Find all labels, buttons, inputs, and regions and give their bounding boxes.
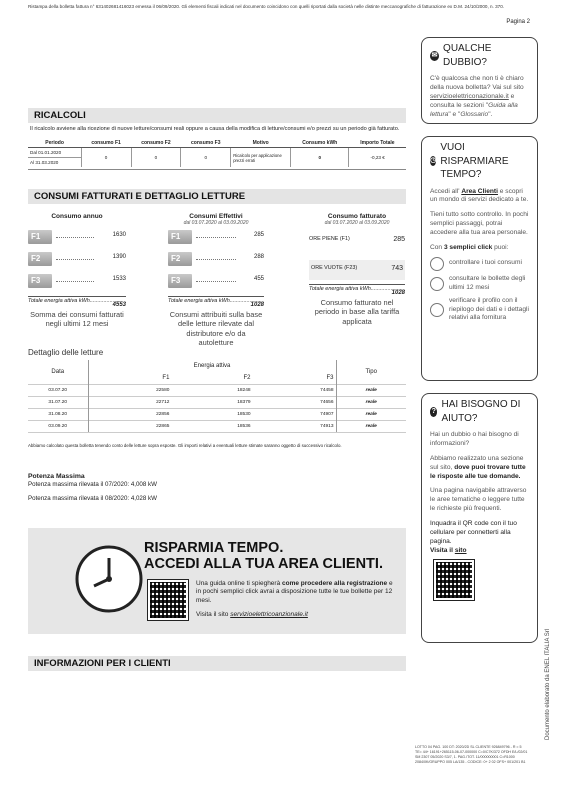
cell-f3: 74656 bbox=[253, 397, 336, 409]
cell-tipo: reale bbox=[336, 421, 406, 433]
bar-value: 1390 bbox=[112, 254, 126, 260]
feature-label: verificare il profilo con il riepilogo dei dati e i dettagli relativi alla fornitura bbox=[449, 296, 529, 322]
col-header-data: Data bbox=[28, 360, 88, 385]
total-row bbox=[309, 284, 405, 298]
bar-row bbox=[168, 274, 264, 292]
banner-text-c: e in pochi semplici click avrai a disposizione tutte le tue bollette per 12 mesi. bbox=[196, 580, 393, 604]
bar-f3: F3 bbox=[168, 274, 192, 288]
text-part: e scopri un mondo di servizi dedicato a te. bbox=[430, 187, 529, 204]
bar-row bbox=[28, 230, 126, 248]
bar-value: 1533 bbox=[112, 276, 126, 282]
section-title-ricalcoli: RICALCOLI bbox=[28, 108, 406, 123]
importo-totale: -0,23 € bbox=[370, 155, 385, 161]
fatturato-value: 743 bbox=[391, 265, 403, 272]
bar-value: 1630 bbox=[112, 232, 126, 238]
cell-f3: 74913 bbox=[253, 421, 336, 433]
bar-row bbox=[168, 252, 264, 270]
ricalcoli-table bbox=[28, 139, 406, 167]
clock-icon: ◷ bbox=[430, 157, 437, 165]
cell-f1: 22580 bbox=[88, 385, 171, 397]
side-box-risparmiare bbox=[421, 136, 538, 381]
text-part: puoi: bbox=[492, 243, 509, 251]
period-cell bbox=[28, 148, 81, 168]
text-part: " e " bbox=[448, 110, 461, 118]
banner-text-a: Una guida online ti spiegherà bbox=[196, 580, 283, 587]
bar-f3: F3 bbox=[28, 274, 52, 288]
caption: Somma dei consumi fatturati negli ultimi 12 mesi bbox=[30, 310, 124, 329]
text-part: C'è qualcosa che non ti è chiaro della nuova bolletta? Vai sul sito bbox=[430, 75, 524, 91]
cell-date: 31.08.20 bbox=[28, 409, 88, 421]
site-link[interactable]: servizioelettriconazionale.it bbox=[430, 92, 509, 100]
side-para: Hai un dubbio o hai bisogno di informazioni? bbox=[430, 431, 519, 447]
potenza-section bbox=[28, 473, 328, 502]
letture-section bbox=[28, 348, 406, 448]
side-box-title: QUALCHE DUBBIO? bbox=[443, 43, 492, 68]
document-icon bbox=[430, 277, 444, 291]
cell-date: 03.09.20 bbox=[28, 421, 88, 433]
col-header: consumo F3 bbox=[181, 139, 231, 148]
question-icon: ? bbox=[431, 407, 436, 415]
side-para: Inquadra il QR code con il tuo cellulare per connetterti alla pagina. bbox=[430, 520, 517, 545]
col-header: consumo F1 bbox=[81, 139, 131, 148]
section-title-consumi: CONSUMI FATTURATI E DETTAGLIO LETTURE bbox=[28, 189, 406, 204]
table-row bbox=[28, 148, 406, 168]
cell-f3: 74907 bbox=[253, 409, 336, 421]
banner-text bbox=[196, 580, 396, 620]
feature-label: controllare i tuoi consumi bbox=[449, 259, 522, 267]
consumo-annuo-title: Consumo annuo bbox=[51, 213, 103, 220]
motivo: Ricalcolo per applicazione prezzi errati bbox=[231, 148, 291, 168]
col-header-energia: Energia attiva bbox=[193, 363, 231, 369]
side-para: Una pagina navigabile attraverso le aree tematiche o leggere tutte le richieste più frequenti. bbox=[430, 487, 527, 513]
letture-table bbox=[28, 360, 406, 433]
table-row bbox=[28, 385, 406, 397]
consumi-effettivi-block bbox=[168, 213, 264, 347]
total-label: Totale energia attiva kWh..................... bbox=[309, 286, 403, 292]
qr-code[interactable] bbox=[434, 560, 474, 600]
text-part: dove puoi trovare tutte le risposte alle tue domande. bbox=[430, 463, 526, 480]
total-row bbox=[168, 296, 264, 310]
side-box-dubbio bbox=[421, 37, 538, 124]
cell-tipo: reale bbox=[336, 397, 406, 409]
ricalcoli-text: Il ricalcolo avviene alla ricezione di nuove letture/consumi reali oppure a causa della modifica di letture/consumi e/o prezzi su un periodo già fatturato. bbox=[30, 126, 400, 132]
bar-f1: F1 bbox=[28, 230, 52, 244]
bar-row bbox=[168, 230, 264, 248]
table-row bbox=[28, 421, 406, 433]
cell-f2: 18536 bbox=[171, 421, 252, 433]
bar-f2: F2 bbox=[168, 252, 192, 266]
potenza-line: Potenza massima rilevata il 07/2020: 4,008 kW bbox=[28, 481, 157, 488]
bar-row bbox=[28, 274, 126, 292]
cell-f1: 22856 bbox=[88, 409, 171, 421]
cell-f1: 22712 bbox=[88, 397, 171, 409]
col-header-tipo: Tipo bbox=[336, 360, 406, 385]
caption: Consumi attribuiti sulla base delle letture rilevate dal distributore e/o da autoletture bbox=[169, 310, 263, 347]
text-part: ". bbox=[488, 110, 493, 118]
consumo-fatturato-title: Consumo fatturato bbox=[327, 213, 387, 220]
site-link[interactable]: sito bbox=[454, 546, 467, 554]
footer-codes: LOTTO 04 PAG. 100 DT: 2020/2D SL CLIENTE 926849796 - R = 5 TE= 44+ 16191+265115-06-07-000000 C=0/C7K/372 OFDH E/L/02/01 SM 2307 05/2020 S3/7, 1. PAG./TOT. 11/000000001 C=R1000 2084/0K/GRUPPO 005 LA/135 - CODICE: 0+ 2 02 OFS+ 001/201 B1 bbox=[415, 745, 528, 765]
col-header-f1: F1 bbox=[162, 375, 170, 381]
col-header: Periodo bbox=[28, 139, 81, 148]
consumo-f1: 0 bbox=[81, 148, 131, 168]
bar-value: 285 bbox=[253, 232, 264, 238]
reprint-note: Ristampa della bolletta fattura n° 631402681416023 emessa il 06/09/2020. Gli elementi fiscali indicati nel documento coincidono con quelli riportati dalla società nelle distinte meccanografiche di fatturazione ex D.M. 24/10/2000, n. 370. bbox=[28, 4, 505, 9]
cell-f3: 74458 bbox=[253, 385, 336, 397]
total-value: 4553 bbox=[112, 302, 126, 308]
col-header: Importo Totale bbox=[349, 139, 406, 148]
consumo-kwh: 0 bbox=[291, 148, 349, 168]
side-para bbox=[430, 547, 529, 556]
site-link[interactable]: servizioelettricoanzionale.it bbox=[230, 611, 308, 619]
bar-f2: F2 bbox=[28, 252, 52, 266]
feature-label: consultare le bollette degli ultimi 12 mesi bbox=[449, 274, 526, 291]
fatturato-row bbox=[309, 260, 405, 280]
cell-tipo: reale bbox=[336, 385, 406, 397]
consumi-effettivi-title: Consumi Effettivi bbox=[189, 213, 243, 220]
banner-title-line2: ACCEDI ALLA TUA AREA CLIENTI. bbox=[144, 555, 383, 572]
feature-item bbox=[430, 257, 529, 271]
text-part: Visita il bbox=[430, 546, 455, 554]
mail-icon: ✉ bbox=[431, 51, 438, 59]
caption: Consumo fatturato nel periodo in base alla tariffa applicata bbox=[314, 298, 400, 326]
feature-item bbox=[430, 275, 529, 293]
text-part: Guida alla lettura bbox=[430, 101, 518, 118]
bar-f1: F1 bbox=[168, 230, 192, 244]
period: dal 03.07.2020 al 03.09.2020 bbox=[183, 220, 249, 226]
section-title-informazioni: INFORMAZIONI PER I CLIENTI bbox=[28, 656, 406, 671]
total-value: 1028 bbox=[391, 290, 405, 296]
visit-label: Visita il sito bbox=[196, 611, 231, 619]
fatturato-value: 285 bbox=[393, 236, 405, 243]
text-part: 3 semplici click bbox=[443, 243, 493, 251]
cell-f2: 18530 bbox=[171, 409, 252, 421]
text-part: Accedi all' bbox=[430, 187, 462, 195]
side-para bbox=[430, 188, 529, 206]
banner-title bbox=[144, 541, 394, 573]
vertical-note: Documento elaborato da ENEL ITALIA Srl bbox=[545, 628, 551, 740]
potenza-line: Potenza massima rilevata il 08/2020: 4,028 kW bbox=[28, 495, 157, 502]
total-row bbox=[28, 296, 126, 310]
consumo-f2: 0 bbox=[131, 148, 181, 168]
table-row bbox=[28, 409, 406, 421]
area-clienti-banner bbox=[28, 528, 406, 634]
page-number: Pagina 2 bbox=[506, 19, 530, 25]
cell-date: 03.07.20 bbox=[28, 385, 88, 397]
cell-f2: 18379 bbox=[171, 397, 252, 409]
cell-f2: 18248 bbox=[171, 385, 252, 397]
fatturato-row bbox=[309, 236, 405, 254]
side-box-text bbox=[430, 75, 529, 119]
total-value: 1028 bbox=[250, 302, 264, 308]
col-header-f3: F3 bbox=[326, 375, 334, 381]
profile-icon bbox=[430, 303, 444, 317]
side-box-aiuto bbox=[421, 393, 538, 643]
consumo-annuo-block bbox=[28, 213, 126, 329]
text-part: e consulta le sezioni " bbox=[430, 92, 515, 109]
text-part: Glossario bbox=[460, 110, 489, 118]
cell-tipo: reale bbox=[336, 409, 406, 421]
side-box-title: VUOI RISPARMIARE TEMPO? bbox=[440, 142, 509, 180]
side-para: Tieni tutto sotto controllo. In pochi semplici passaggi, potrai accedere alla tua area personale. bbox=[430, 211, 529, 237]
side-para bbox=[430, 244, 529, 253]
period-from: Dal 01.01.2020 bbox=[28, 148, 81, 158]
letture-title: Dettaglio delle letture bbox=[28, 348, 104, 357]
col-header: consumo F2 bbox=[131, 139, 181, 148]
total-label: Totale energia attiva kWh..................... bbox=[168, 298, 262, 304]
letture-note: Abbiamo calcolato questa bolletta tenendo conto delle letture sopra esposte. Gli importi relativi a eventuali letture stimate saranno oggetto di successivo ricalcolo. bbox=[28, 443, 342, 448]
bar-value: 455 bbox=[253, 276, 264, 282]
clock-icon bbox=[74, 544, 144, 614]
col-header: Consumo kWh bbox=[291, 139, 349, 148]
fatturato-label: ORE PIENE (F1) bbox=[309, 236, 350, 242]
text-part: Abbiamo realizzato una sezione sul sito, bbox=[430, 454, 524, 471]
consumo-f3: 0 bbox=[181, 148, 231, 168]
feature-item bbox=[430, 297, 529, 324]
cell-f1: 22865 bbox=[88, 421, 171, 433]
bar-value: 288 bbox=[253, 254, 264, 260]
banner-title-line1: RISPARMIA TEMPO. bbox=[144, 540, 284, 556]
period-to: Al 31.03.2020 bbox=[30, 160, 59, 166]
ricalcoli-section bbox=[28, 108, 406, 170]
period: dal 03.07.2020 al 03.09.2020 bbox=[324, 220, 390, 226]
total-label: Totale energia attiva kWh..................... bbox=[28, 298, 122, 304]
table-row bbox=[28, 397, 406, 409]
side-box-title: HAI BISOGNO DI AIUTO? bbox=[441, 399, 521, 424]
banner-text-b: come procedere alla registrazione bbox=[282, 580, 388, 587]
text-part: Con bbox=[430, 243, 444, 251]
side-para bbox=[430, 455, 529, 482]
consumo-fatturato-block bbox=[309, 213, 405, 326]
cell-date: 31.07.20 bbox=[28, 397, 88, 409]
potenza-title: Potenza Massima bbox=[28, 473, 85, 480]
qr-code[interactable] bbox=[148, 580, 188, 620]
fatturato-label: ORE VUOTE (F23) bbox=[311, 265, 358, 271]
col-header-f2: F2 bbox=[243, 375, 251, 381]
chart-icon bbox=[430, 257, 444, 271]
area-clienti-link[interactable]: Area Clienti bbox=[461, 187, 498, 195]
bar-row bbox=[28, 252, 126, 270]
col-header: Motivo bbox=[231, 139, 291, 148]
